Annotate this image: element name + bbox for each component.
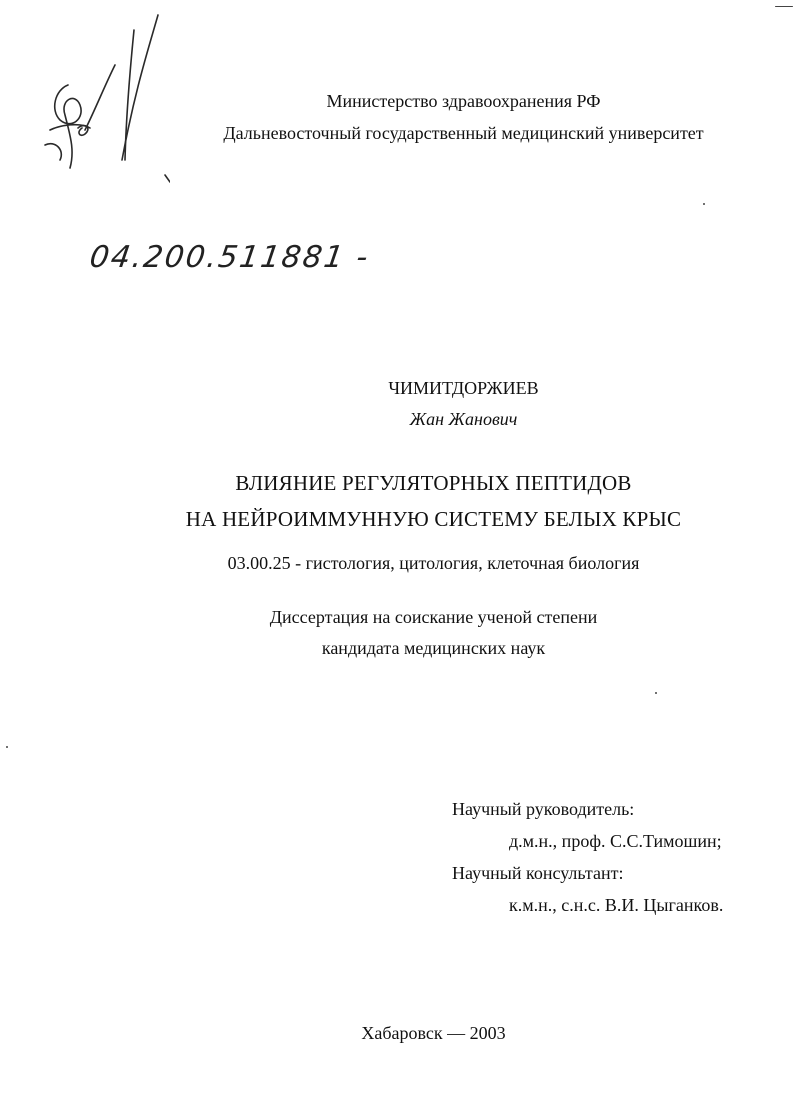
dissertation-title-line-1: ВЛИЯНИЕ РЕГУЛЯТОРНЫХ ПЕПТИДОВ: [235, 471, 632, 495]
scan-mark: [703, 203, 705, 205]
author-surname: ЧИМИТДОРЖИЕВ: [388, 378, 539, 398]
dissertation-title-line-2: НА НЕЙРОИММУННУЮ СИСТЕМУ БЕЛЫХ КРЫС: [185, 507, 682, 531]
city-year: Хабаровск — 2003: [361, 1023, 506, 1043]
scan-mark: [655, 692, 657, 694]
specialty-code: 03.00.25 - гистология, цитология, клеточная биология: [227, 553, 640, 573]
author-name: Жан Жанович: [409, 409, 518, 429]
supervisor-label: Научный руководитель:: [452, 799, 635, 819]
university-heading: Дальневосточный государственный медицинский университет: [223, 123, 704, 143]
supervisor-name: д.м.н., проф. С.С.Тимошин;: [509, 831, 722, 851]
consultant-name: к.м.н., с.н.с. В.И. Цыганков.: [509, 895, 724, 915]
ministry-heading: Министерство здравоохранения РФ: [326, 91, 601, 111]
consultant-label: Научный консультант:: [452, 863, 624, 883]
inventory-number: 04.200.511881 -: [87, 240, 372, 275]
scan-mark: [6, 746, 8, 748]
scan-mark: [775, 6, 793, 7]
degree-line-1: Диссертация на соискание ученой степени: [269, 607, 598, 627]
degree-line-2: кандидата медицинских наук: [321, 638, 546, 658]
